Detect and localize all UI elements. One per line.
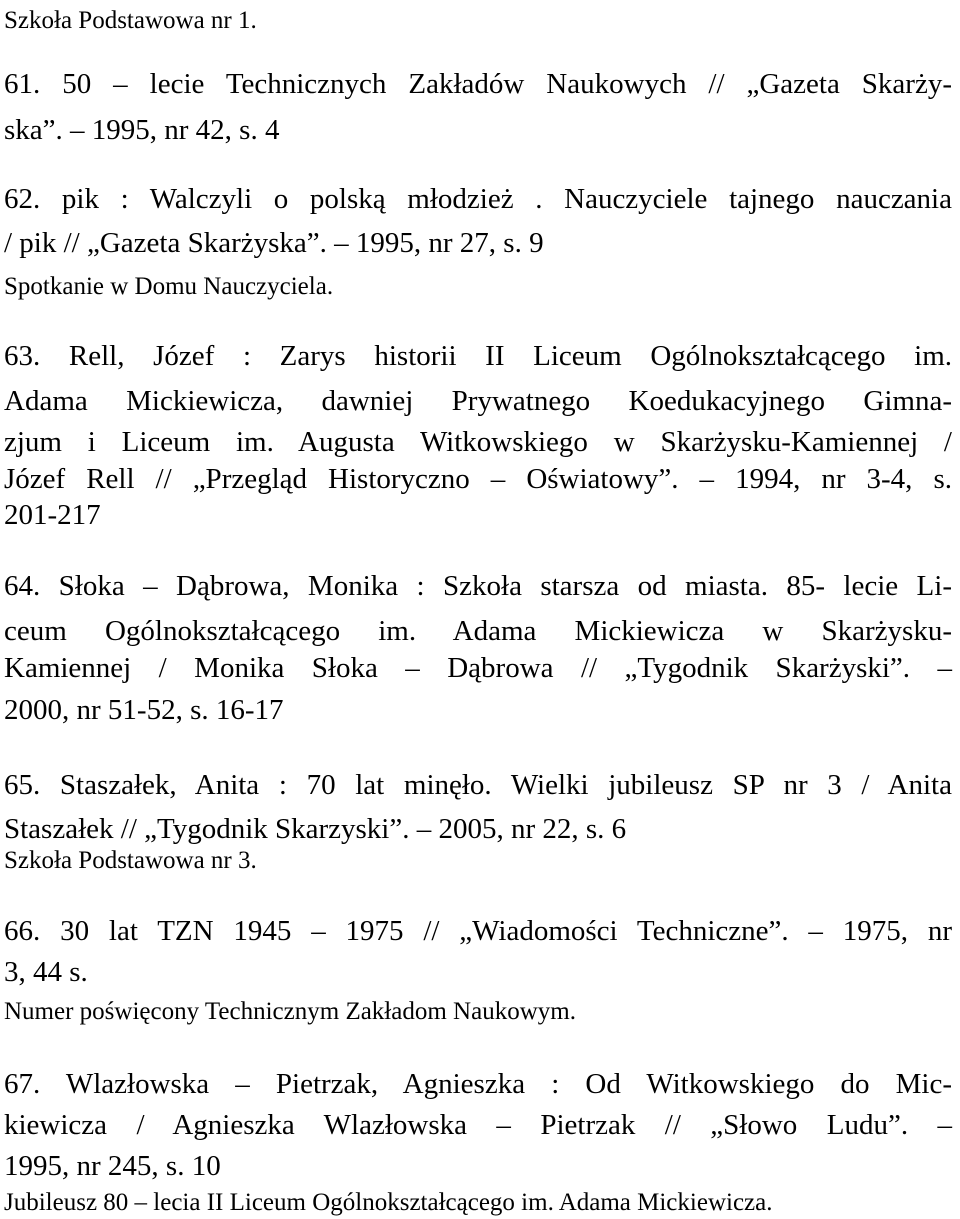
bibliography-entry-61-line-1: 61. 50 – lecie Technicznych Zakładów Naukowych // „Gazeta Skarży- bbox=[4, 68, 952, 100]
bibliography-entry-65-line-1: 65. Staszałek, Anita : 70 lat minęło. Wielki jubileusz SP nr 3 / Anita bbox=[4, 769, 952, 801]
bibliography-entry-63-line-5: 201-217 bbox=[4, 499, 101, 531]
bibliography-entry-66-line-1: 66. 30 lat TZN 1945 – 1975 // „Wiadomości Techniczne”. – 1975, nr bbox=[4, 915, 952, 947]
bibliography-entry-63-line-1: 63. Rell, Józef : Zarys historii II Liceum Ogólnokształcącego im. bbox=[4, 340, 952, 372]
entry-annotation: Numer poświęcony Technicznym Zakładom Naukowym. bbox=[4, 998, 576, 1025]
bibliography-entry-64-line-2: ceum Ogólnokształcącego im. Adama Mickiewicza w Skarżysku- bbox=[4, 615, 952, 647]
bibliography-entry-64-line-1: 64. Słoka – Dąbrowa, Monika : Szkoła starsza od miasta. 85- lecie Li- bbox=[4, 570, 952, 602]
entry-annotation: Spotkanie w Domu Nauczyciela. bbox=[4, 273, 334, 300]
section-note: Szkoła Podstawowa nr 3. bbox=[4, 847, 257, 874]
bibliography-entry-62-line-1: 62. pik : Walczyli o polską młodzież . Nauczyciele tajnego nauczania bbox=[4, 183, 952, 215]
entry-annotation: Jubileusz 80 – lecia II Liceum Ogólnokształcącego im. Adama Mickiewicza. bbox=[4, 1189, 773, 1216]
bibliography-entry-64-line-4: 2000, nr 51-52, s. 16-17 bbox=[4, 694, 284, 726]
bibliography-entry-67-line-1: 67. Wlazłowska – Pietrzak, Agnieszka : Od Witkowskiego do Mic- bbox=[4, 1068, 952, 1100]
bibliography-entry-65-line-2: Staszałek // „Tygodnik Skarzyski”. – 2005, nr 22, s. 6 bbox=[4, 813, 627, 845]
bibliography-entry-62-line-2: / pik // „Gazeta Skarżyska”. – 1995, nr 27, s. 9 bbox=[4, 227, 544, 259]
bibliography-entry-67-line-3: 1995, nr 245, s. 10 bbox=[4, 1150, 221, 1182]
bibliography-entry-63-line-2: Adama Mickiewicza, dawniej Prywatnego Koedukacyjnego Gimna- bbox=[4, 385, 952, 417]
bibliography-entry-61-line-2: ska”. – 1995, nr 42, s. 4 bbox=[4, 114, 280, 146]
bibliography-entry-67-line-2: kiewicza / Agnieszka Wlazłowska – Pietrzak // „Słowo Ludu”. – bbox=[4, 1109, 952, 1141]
bibliography-entry-63-line-4: Józef Rell // „Przegląd Historyczno – Oświatowy”. – 1994, nr 3-4, s. bbox=[4, 463, 952, 495]
bibliography-entry-63-line-3: zjum i Liceum im. Augusta Witkowskiego w Skarżysku-Kamiennej / bbox=[4, 426, 952, 458]
bibliography-entry-66-line-2: 3, 44 s. bbox=[4, 956, 88, 988]
section-note: Szkoła Podstawowa nr 1. bbox=[4, 7, 257, 34]
bibliography-entry-64-line-3: Kamiennej / Monika Słoka – Dąbrowa // „Tygodnik Skarżyski”. – bbox=[4, 652, 952, 684]
